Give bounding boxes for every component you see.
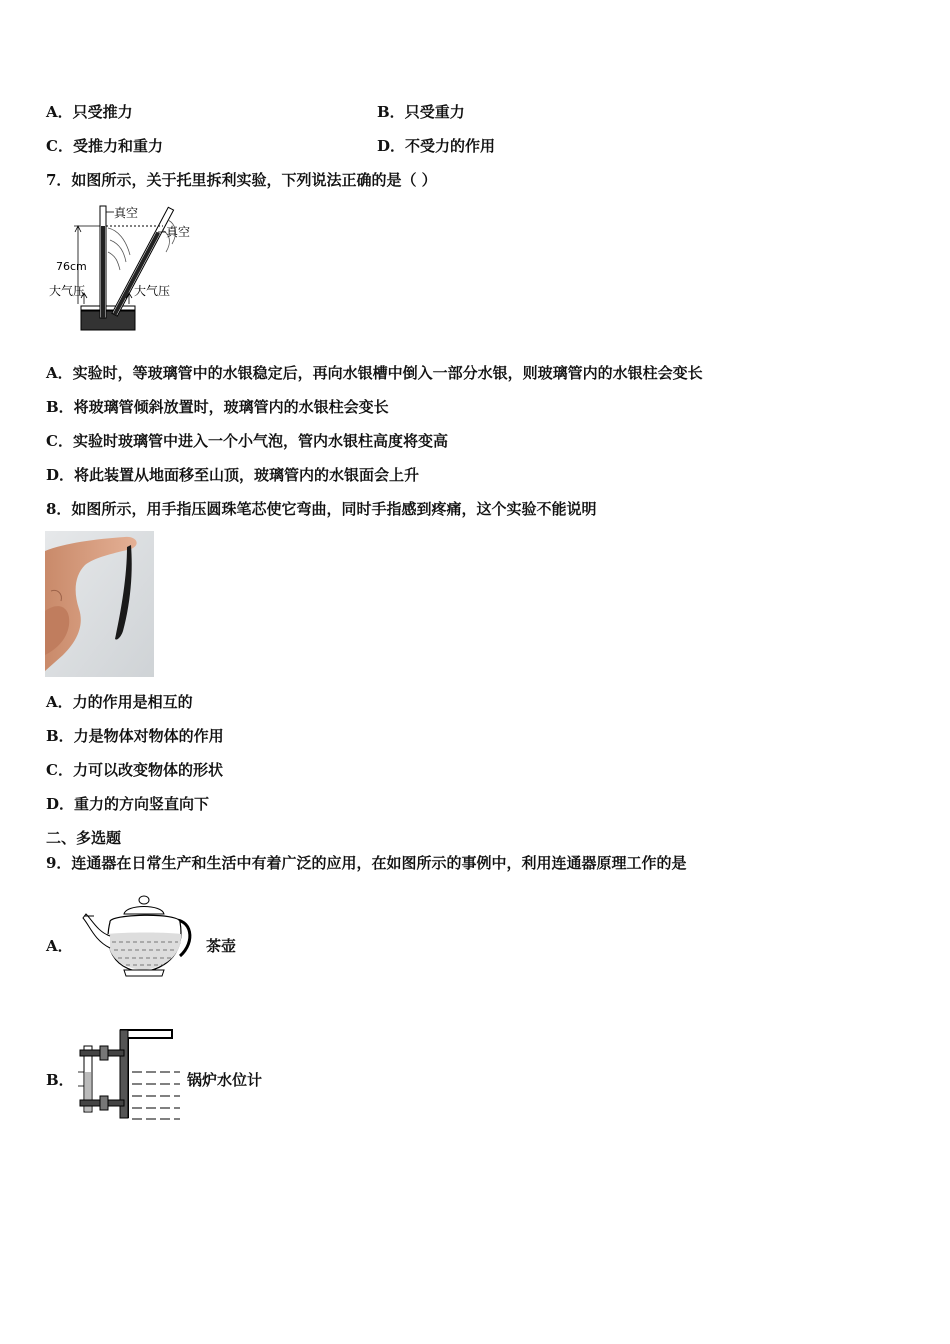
q8-stem: 8．如图所示，用手指压圆珠笔芯使它弯曲，同时手指感到疼痛，这个实验不能说明 — [46, 500, 597, 518]
atm-label-left: 大气压 — [49, 284, 86, 298]
option-text: 受推力和重力 — [72, 137, 163, 155]
q8-option-d: D．重力的方向竖直向下 — [46, 795, 210, 813]
q7-stem: 7．如图所示，关于托里拆利实验，下列说法正确的是（ ） — [46, 171, 437, 189]
q7-option-c: C．实验时玻璃管中进入一个小气泡，管内水银柱高度将变高 — [46, 432, 448, 450]
q8-option-b: B．力是物体对物体的作用 — [46, 727, 224, 745]
option-letter: D． — [377, 137, 406, 155]
finger-pen-photo — [45, 531, 154, 677]
teapot-figure — [80, 892, 196, 978]
q6-option-b — [377, 102, 465, 122]
option-letter: A． — [46, 103, 73, 121]
q9-option-a-caption: 茶壶 — [206, 937, 237, 955]
q6-option-a — [46, 102, 133, 122]
q6-option-d — [377, 136, 495, 156]
option-text: 不受力的作用 — [405, 137, 496, 155]
torricelli-figure — [48, 200, 208, 335]
q9-option-b-caption: 锅炉水位计 — [187, 1071, 263, 1089]
mercury-trough — [81, 310, 135, 330]
tilted-tube — [112, 207, 174, 316]
q7-option-b: B．将玻璃管倾斜放置时，玻璃管内的水银柱会变长 — [46, 398, 389, 416]
atm-label-right: 大气压 — [134, 284, 171, 298]
section-title: 二、多选题 — [46, 829, 122, 847]
q6-option-c — [46, 136, 163, 156]
q9-stem: 9．连通器在日常生产和生活中有着广泛的应用，在如图所示的事例中，利用连通器原理工作的是 — [46, 854, 687, 872]
q8-option-c: C．力可以改变物体的形状 — [46, 761, 223, 779]
q7-option-a: A．实验时，等玻璃管中的水银稳定后，再向水银槽中倒入一部分水银，则玻璃管内的水银柱会变长 — [46, 364, 703, 382]
vacuum-label-right: 真空 — [166, 225, 191, 239]
q9-option-a-letter: A． — [46, 937, 73, 955]
boiler-gauge-figure — [76, 1026, 184, 1124]
q8-option-a: A．力的作用是相互的 — [46, 693, 193, 711]
option-letter: B． — [377, 103, 405, 121]
q9-option-b-letter: B． — [46, 1071, 74, 1089]
q7-option-d: D．将此装置从地面移至山顶，玻璃管内的水银面会上升 — [46, 466, 420, 484]
option-letter: C． — [46, 137, 73, 155]
option-text: 只受重力 — [404, 103, 465, 121]
height-label: 76cm — [56, 260, 87, 273]
vacuum-label-left: 真空 — [114, 206, 139, 220]
option-text: 只受推力 — [72, 103, 133, 121]
